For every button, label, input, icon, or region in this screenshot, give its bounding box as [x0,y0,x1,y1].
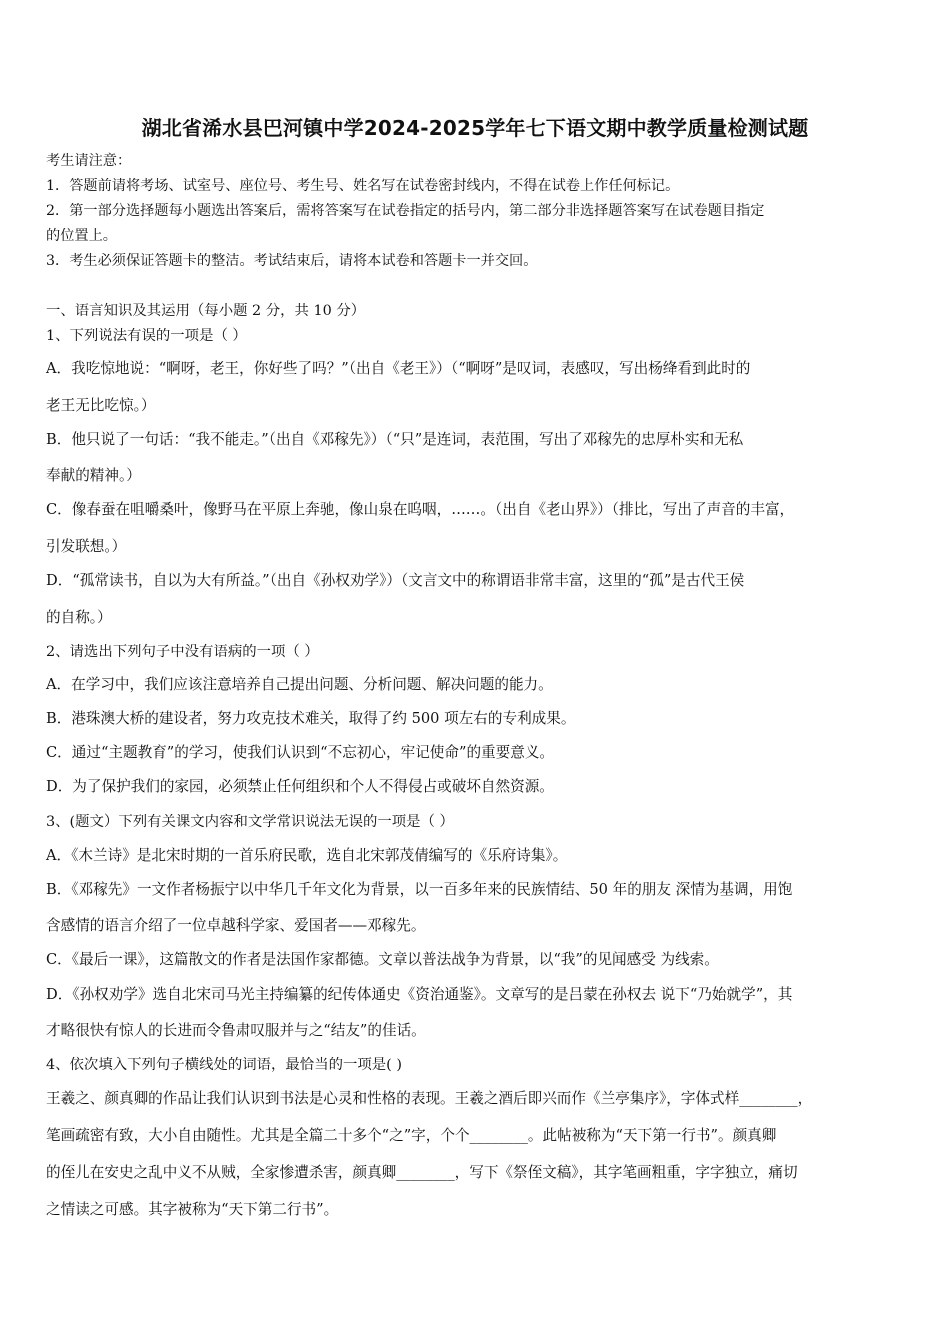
question-3-option-a: A．《木兰诗》是北宋时期的一首乐府民歌，选自北宋郭茂倩编写的《乐府诗集》。 [46,847,568,864]
question-3-option-c: C．《最后一课》，这篇散文的作者是法国作家都德。文章以普法战争为背景，以“我”的见闻感受 为线索。 [46,951,719,968]
question-2-stem: 2、请选出下列句子中没有语病的一项（ ） [46,644,319,660]
question-1-option-d-cont: 的自称。） [46,609,112,626]
question-2-option-d: D．为了保护我们的家园，必须禁止任何组织和个人不得侵占或破坏自然资源。 [46,778,554,795]
notice-item-3: 3．考生必须保证答题卡的整洁。考试结束后，请将本试卷和答题卡一并交回。 [46,253,538,269]
question-3-stem: 3、(题文）下列有关课文内容和文学常识说法无误的一项是（ ） [46,814,454,830]
section-heading: 一、语言知识及其运用（每小题 2 分，共 10 分） [46,303,366,319]
notice-item-2-cont: 的位置上。 [46,228,117,244]
question-2-option-b: B．港珠澳大桥的建设者，努力攻克技术难关，取得了约 500 项左右的专利成果。 [46,710,576,727]
question-3-option-b: B．《邓稼先》一文作者杨振宁以中华几千年文化为背景，以一百多年来的民族情结、50 年的朋友 深情为基调，用饱 [46,881,793,898]
question-4-passage-line-4: 之情读之可感。其字被称为“天下第二行书”。 [46,1201,339,1218]
question-1-option-a: A．我吃惊地说：“啊呀，老王，你好些了吗？”（出自《老王》）（“啊呀”是叹词，表感叹，写出杨绛看到此时的 [46,360,751,377]
question-3-option-d: D．《孙权劝学》选自北宋司马光主持编纂的纪传体通史《资治通鉴》。文章写的是吕蒙在孙权去 说下“乃始就学”，其 [46,986,793,1003]
notice-item-2: 2．第一部分选择题每小题选出答案后，需将答案写在试卷指定的括号内，第二部分非选择题答案写在试卷题目指定 [46,203,765,219]
question-3-option-d-cont: 才略很快有惊人的长进而令鲁肃叹服并与之“结友”的佳话。 [46,1022,426,1039]
question-4-stem: 4、依次填入下列句子横线处的词语，最恰当的一项是( ) [46,1057,402,1073]
page-title: 湖北省浠水县巴河镇中学2024-2025学年七下语文期中教学质量检测试题 [141,116,809,140]
question-1-option-b-cont: 奉献的精神。） [46,467,141,484]
question-1-option-b: B．他只说了一句话：“我不能走。”（出自《邓稼先》）（“只”是连词，表范围，写出了邓稼先的忠厚朴实和无私 [46,431,744,448]
notice-heading: 考生请注意： [46,153,132,169]
question-1-option-c: C．像春蚕在咀嚼桑叶，像野马在平原上奔驰，像山泉在呜咽，……。（出自《老山界》）（排比，写出了声音的丰富， [46,501,795,518]
question-4-passage-line-2: 笔画疏密有致，大小自由随性。尤其是全篇二十多个“之”字，个个________。此帖被称为“天下第一行书”。颜真卿 [46,1127,777,1144]
notice-item-1: 1．答题前请将考场、试室号、座位号、考生号、姓名写在试卷密封线内，不得在试卷上作任何标记。 [46,178,680,194]
question-1-option-d: D．“孤常读书，自以为大有所益。”（出自《孙权劝学》）（文言文中的称谓语非常丰富，这里的“孤”是古代王侯 [46,572,745,589]
question-1-option-a-cont: 老王无比吃惊。） [46,397,156,414]
question-2-option-a: A．在学习中，我们应该注意培养自己提出问题、分析问题、解决问题的能力。 [46,676,553,693]
question-4-passage-line-3: 的侄儿在安史之乱中义不从贼，全家惨遭杀害，颜真卿________，写下《祭侄文稿》，其字笔画粗重，字字独立，痛切 [46,1164,798,1181]
question-1-stem: 1、下列说法有误的一项是（ ） [46,328,247,344]
question-3-option-b-cont: 含感情的语言介绍了一位卓越科学家、爱国者——邓稼先。 [46,917,426,934]
question-2-option-c: C．通过“主题教育”的学习，使我们认识到“不忘初心，牢记使命”的重要意义。 [46,744,555,761]
question-4-passage-line-1: 王羲之、颜真卿的作品让我们认识到书法是心灵和性格的表现。王羲之酒后即兴而作《兰亭集序》，字体式样________， [46,1090,813,1107]
question-1-option-c-cont: 引发联想。） [46,538,127,555]
